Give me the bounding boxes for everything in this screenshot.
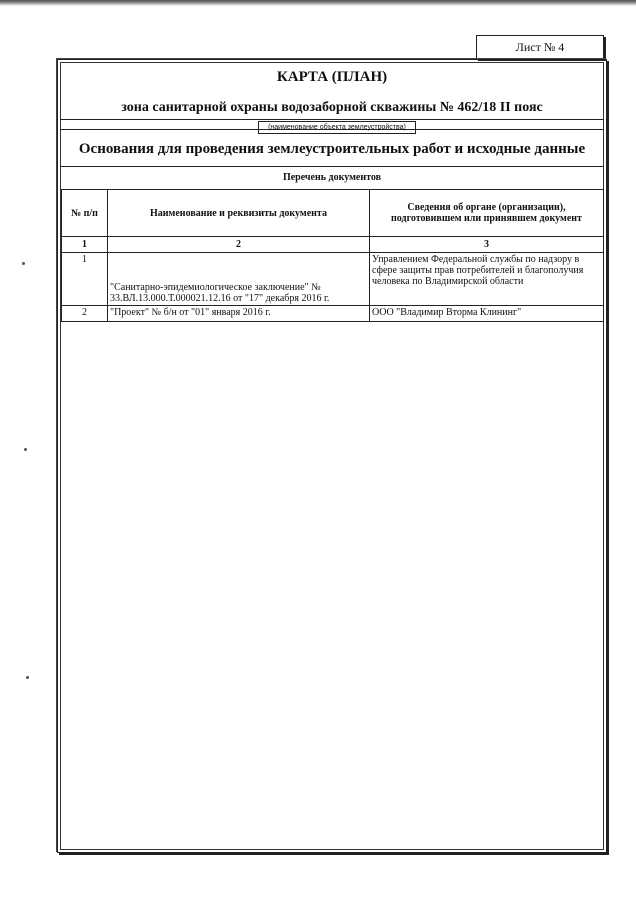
row-number: 1 — [62, 253, 108, 306]
table-row — [62, 253, 604, 306]
scan-speck — [26, 676, 29, 679]
column-number: 1 — [62, 237, 108, 253]
column-number-row — [62, 237, 604, 253]
document-name: "Санитарно-эпидемиологическое заключение" № 33.ВЛ.13.000.Т.000021.12.16 от "17" декабря 2016 г. — [108, 253, 370, 306]
table-header-row — [62, 190, 604, 237]
scan-speck — [24, 448, 27, 451]
scan-speck — [22, 262, 25, 265]
row-number: 2 — [62, 306, 108, 322]
document-subtitle: зона санитарной охраны водозаборной скважины № 462/18 II пояс — [121, 100, 543, 115]
column-header-document: Наименование и реквизиты документа — [108, 190, 370, 237]
document-title: КАРТА (ПЛАН) — [276, 69, 388, 85]
column-header-number: № п/п — [62, 190, 108, 237]
section-title: Основания для проведения землеустроительных работ и исходные данные — [78, 141, 586, 157]
document-organization: Управлением Федеральной службы по надзору в сфере защиты прав потребителей и благополучия человека по Владимирской области — [370, 253, 604, 306]
scan-edge — [0, 0, 636, 6]
list-title: Перечень документов — [282, 172, 382, 183]
documents-table — [61, 189, 604, 322]
table-row — [62, 306, 604, 322]
object-caption: (наименование объекта землеустройства) — [258, 121, 416, 134]
divider — [61, 129, 603, 130]
document-name: "Проект" № б/н от "01" января 2016 г. — [108, 306, 370, 322]
document-inner-frame — [60, 62, 604, 850]
column-number: 3 — [370, 237, 604, 253]
divider — [61, 119, 603, 120]
document-organization: ООО "Владимир Вторма Клининг" — [370, 306, 604, 322]
sheet-number: Лист № 4 — [476, 35, 604, 59]
column-header-organization: Сведения об органе (организации), подготовившем или принявшем документ — [370, 190, 604, 237]
document-frame — [57, 59, 607, 853]
divider — [61, 166, 603, 167]
column-number: 2 — [108, 237, 370, 253]
